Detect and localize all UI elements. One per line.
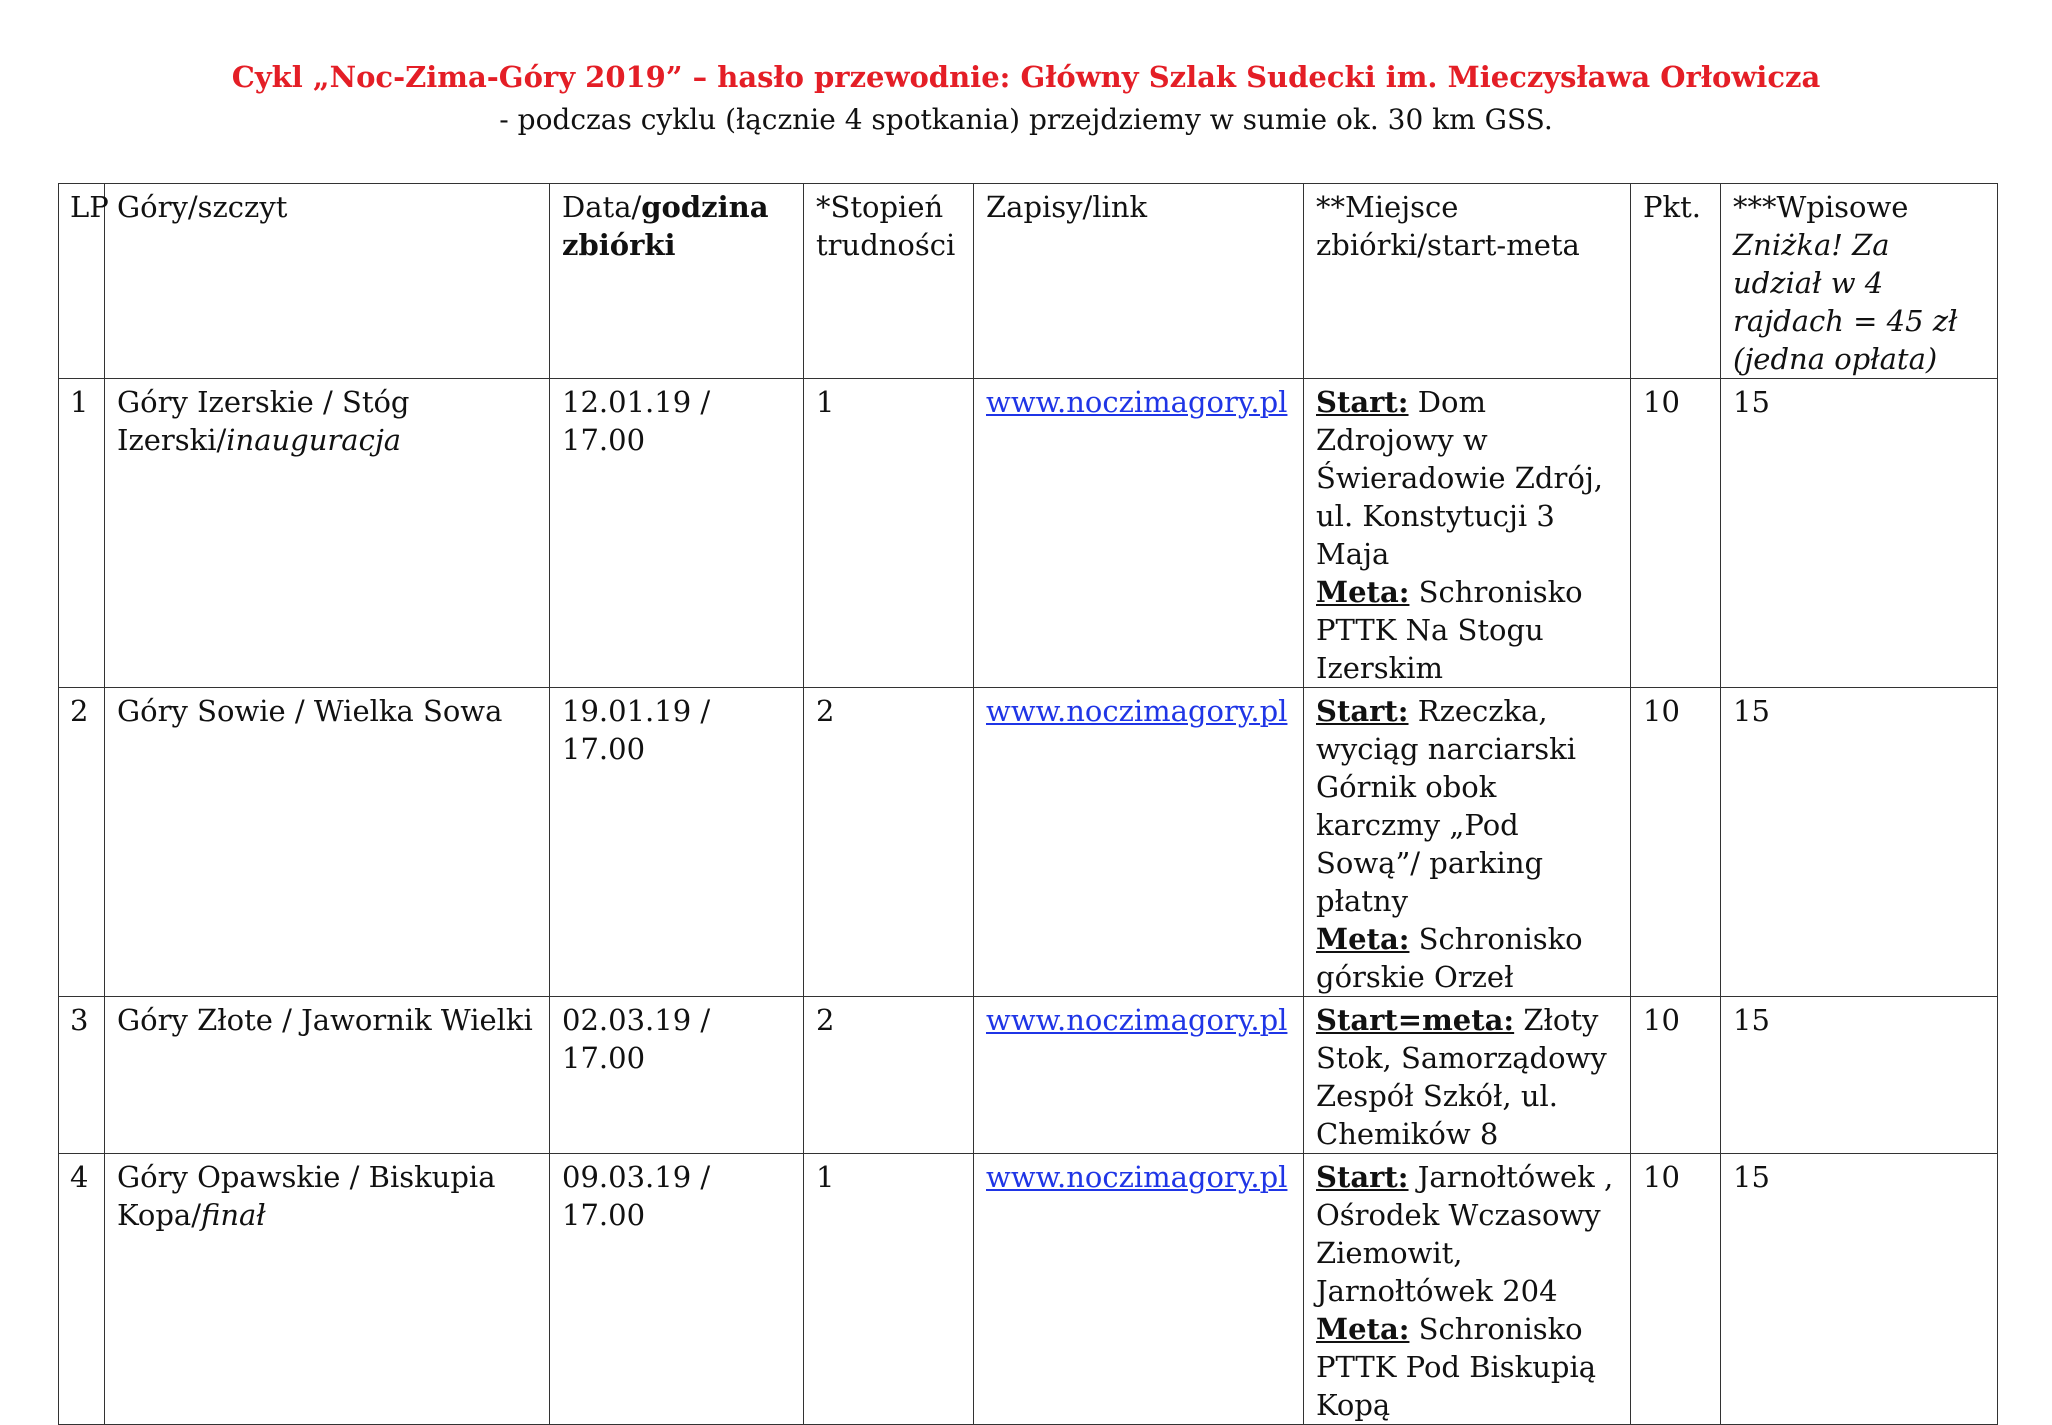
header-fee-label: ***Wpisowe	[1733, 190, 1909, 224]
cell-lp: 2	[59, 688, 105, 997]
start-text: Rzeczka, wyciąg narciarski Górnik obok karczmy „Pod Sową”/ parking płatny	[1316, 694, 1577, 918]
cell-meeting-place	[1304, 379, 1631, 688]
table-row	[59, 688, 1998, 997]
start-label: Start:	[1316, 1160, 1409, 1194]
header-date	[550, 184, 804, 379]
table-row	[59, 379, 1998, 688]
start-text: Dom Zdrojowy w Świeradowie Zdrój, ul. Konstytucji 3 Maja	[1316, 385, 1604, 571]
cell-lp: 1	[59, 379, 105, 688]
cell-difficulty: 1	[804, 379, 974, 688]
cell-fee: 15	[1721, 379, 1998, 688]
mountains-note: inauguracja	[226, 423, 402, 457]
cell-signup	[974, 1154, 1304, 1425]
cell-meeting-place	[1304, 997, 1631, 1154]
cell-lp: 4	[59, 1154, 105, 1425]
cell-points: 10	[1631, 688, 1721, 997]
cell-mountains	[105, 688, 550, 997]
meta-text: Schronisko PTTK Pod Biskupią Kopą	[1316, 1312, 1597, 1422]
header-points: Pkt.	[1631, 184, 1721, 379]
header-meeting-place: **Miejsce zbiórki/start-meta	[1304, 184, 1631, 379]
table-header-row	[59, 184, 1998, 379]
cell-date: 19.01.19 / 17.00	[550, 688, 804, 997]
cell-meeting-place	[1304, 1154, 1631, 1425]
signup-link[interactable]: www.noczimagory.pl	[986, 1003, 1288, 1037]
meta-label: Meta:	[1316, 575, 1410, 609]
mountains-text: Góry Opawskie / Biskupia Kopa/	[117, 1160, 496, 1232]
mountains-note: finał	[200, 1198, 266, 1232]
start-meta-label: Start=meta:	[1316, 1003, 1515, 1037]
cell-difficulty: 2	[804, 688, 974, 997]
cell-points: 10	[1631, 379, 1721, 688]
header-time-label: godzina zbiórki	[562, 190, 769, 262]
cell-difficulty: 2	[804, 997, 974, 1154]
signup-link[interactable]: www.noczimagory.pl	[986, 385, 1288, 419]
meta-label: Meta:	[1316, 1312, 1410, 1346]
meta-text: Schronisko górskie Orzeł	[1316, 922, 1583, 994]
cell-fee: 15	[1721, 1154, 1998, 1425]
start-label: Start:	[1316, 694, 1409, 728]
cell-fee: 15	[1721, 997, 1998, 1154]
header-fee	[1721, 184, 1998, 379]
mountains-text: Góry Izerskie / Stóg Izerski/	[117, 385, 410, 457]
document-subtitle: - podczas cyklu (łącznie 4 spotkania) przejdziemy w sumie ok. 30 km GSS.	[499, 103, 1553, 136]
cell-date: 09.03.19 / 17.00	[550, 1154, 804, 1425]
meta-label: Meta:	[1316, 922, 1410, 956]
cell-meeting-place	[1304, 688, 1631, 997]
header-difficulty: *Stopień trudności	[804, 184, 974, 379]
table-row	[59, 1154, 1998, 1425]
header-signup: Zapisy/link	[974, 184, 1304, 379]
meta-text: Schronisko PTTK Na Stogu Izerskim	[1316, 575, 1583, 685]
cell-mountains	[105, 1154, 550, 1425]
document-title: Cykl „Noc-Zima-Góry 2019” – hasło przewodnie: Główny Szlak Sudecki im. Mieczysława Orłowicza	[231, 60, 1821, 94]
cell-points: 10	[1631, 997, 1721, 1154]
start-text: Złoty Stok, Samorządowy Zespół Szkół, ul. Chemików 8	[1316, 1003, 1607, 1151]
cell-mountains	[105, 997, 550, 1154]
start-label: Start:	[1316, 385, 1409, 419]
schedule-table	[58, 183, 1998, 1425]
cell-difficulty: 1	[804, 1154, 974, 1425]
mountains-text: Góry Sowie / Wielka Sowa	[117, 694, 503, 728]
signup-link[interactable]: www.noczimagory.pl	[986, 694, 1288, 728]
signup-link[interactable]: www.noczimagory.pl	[986, 1160, 1288, 1194]
header-lp: LP	[59, 184, 105, 379]
cell-lp: 3	[59, 997, 105, 1154]
cell-signup	[974, 379, 1304, 688]
cell-signup	[974, 688, 1304, 997]
cell-date: 02.03.19 / 17.00	[550, 997, 804, 1154]
cell-points: 10	[1631, 1154, 1721, 1425]
header-date-label: Data/	[562, 190, 642, 224]
start-text: Jarnołtówek , Ośrodek Wczasowy Ziemowit, Jarnołtówek 204	[1316, 1160, 1614, 1308]
table-row	[59, 997, 1998, 1154]
cell-date: 12.01.19 / 17.00	[550, 379, 804, 688]
header-fee-discount: Zniżka! Za udział w 4 rajdach = 45 zł (jedna opłata)	[1733, 228, 1958, 376]
mountains-text: Góry Złote / Jawornik Wielki	[117, 1003, 533, 1037]
cell-fee: 15	[1721, 688, 1998, 997]
cell-mountains	[105, 379, 550, 688]
header-mountains: Góry/szczyt	[105, 184, 550, 379]
cell-signup	[974, 997, 1304, 1154]
